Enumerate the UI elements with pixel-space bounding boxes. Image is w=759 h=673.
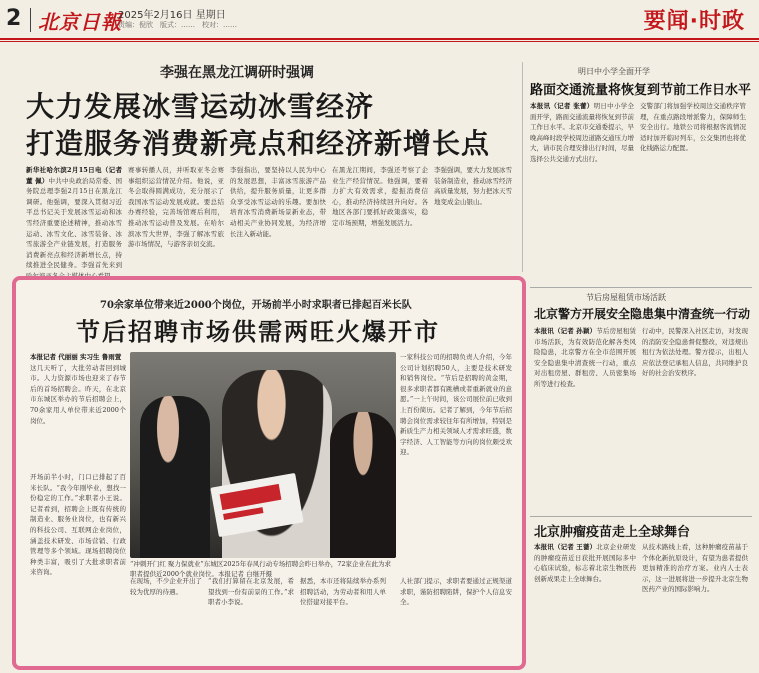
feature-byline: 本报记者 代丽丽 实习生 鲁雨萱 [30,353,122,361]
header-divider [30,8,31,32]
traffic-text-1: 明日中小学全面开学，路面交通流量将恢复到节前工作日水平。北京市交通委提示，早晚高峰时段学校周边道路交通压力增大，请市民合理安排出行时间，尽量选择公共交通方式出行。 [530,102,634,163]
police-column-2: 行动中，民警深入社区走访，对发现的消防安全隐患督促整改，对违规出租行为依法处理。警方提示，出租人应依法登记承租人信息，共同维护良好的社会治安秩序。 [642,327,748,378]
section-rule-2 [530,516,752,517]
lead-headline-line2: 打造服务消费新亮点和经济新增长点 [26,127,491,160]
vaccine-byline: 本报讯（记者 王蔷） [534,543,597,551]
brochure-banner [220,484,282,510]
header-rule-thin [0,41,759,42]
issue-info: 责编：倪欣 版式：…… 校对：…… [118,21,237,29]
lead-column-3: 李强指出，要坚持以人民为中心的发展思想，丰富冰雪旅游产品供给，提升服务质量，让更多群众享受冰雪运动的乐趣。要加快培育冰雪消费新场景新业态，带动相关产业协同发展，为经济增长注入新动能。 [230,166,326,238]
feature-column-7: 人社部门提示，求职者要通过正规渠道求职，谨防招聘陷阱，保护个人信息安全。 [400,577,512,607]
police-column-1 [534,326,636,516]
lead-column-2: 赛事转播人员，并听取亚冬会赛事组织运营情况介绍。他说，亚冬会取得圆满成功，充分展示了我国冰雪运动发展成就。要总结办赛经验，完善场馆赛后利用，推动冰雪运动普及发展。在哈尔滨冰雪大世界，李强了解冰雪旅游市场情况，与游客亲切交流。 [128,166,224,249]
traffic-headline: 路面交通流量将恢复到节前工作日水平 [530,83,752,98]
lead-kicker: 李强在黑龙江调研时强调 [160,65,314,81]
highlighted-article[interactable] [12,276,526,670]
lead-text-1: 中共中央政治局常委、国务院总理李强2月15日在黑龙江调研。他强调，要深入贯彻习近平总书记关于发展冰雪运动和冰雪经济重要论述精神，推动冰雪运动、冰雪文化、冰雪装备、冰雪旅游全产业链发展，打造服务消费新亮点和经济新增长点，持续推进全民健身。李强首先来到 [26,176,122,270]
feature-kicker: 70余家单位带来近2000个岗位，开场前半小时求职者已排起百米长队 [100,300,412,311]
police-headline: 北京警方开展安全隐患集中清查统一行动 [534,307,751,321]
page-number: 2 [6,6,22,31]
newspaper-logo: 北京日報 [38,10,122,34]
brochure-stripe [223,507,263,520]
feature-headline: 节后招聘市场供需两旺火爆开市 [76,317,440,346]
traffic-byline: 本报讯（记者 张蕾） [530,102,594,110]
police-kicker: 节后房屋租赁市场活跃 [586,293,666,302]
vaccine-column-1 [534,542,636,668]
column-divider [522,62,523,272]
vaccine-text-1: 北京企业研发的肿瘤疫苗近日获批开展国际多中心临床试验，标志着北京生物医药创新成果走上全球舞台。 [534,543,636,583]
traffic-column-1 [530,101,634,271]
section-rule-1 [530,287,752,288]
feature-column-1b: 开场前半小时，门口已排起了百米长队。“我今年刚毕业，想找一份稳定的工作。”求职者小王说。记者看到，招聘会上既有传统的制造业、服务业岗位，也有新兴的科技公司、互联网企业岗位，涵盖技术研发、市场营销、行政管理等多个领域。现场招聘岗位种类丰富，吸引了大批求职者前来咨询。 [30,473,126,577]
feature-text-1: 这几天听了，大批劳动者回到城市。人力资源市场也迎来了春节后的首场招聘会。昨天，在北京市东城区举办的节后招聘会上，70余家用人单位带来近2000个岗位。 [30,363,126,425]
police-text-1: 节后房屋租赁市场活跃，为有效防范化解各类风险隐患，北京警方在全市范围开展安全隐患集中清查统一行动，重点对出租房屋、群租房、人员密集场所等进行检查。 [534,327,636,388]
page-header [0,0,759,40]
issue-date: 2025年2月16日 星期日 [118,10,226,21]
job-fair-photo [130,352,396,558]
feature-column-1 [30,352,126,468]
lead-column-4: 在黑龙江期间，李强还考察了企业生产经营情况。他强调，要着力扩大有效需求，提振消费信心，推动经济持续回升向好。各地区各部门要抓好政策落实，稳定市场预期，增强发展活力。 [332,166,428,227]
photo-person-left [140,396,210,558]
header-rule [0,38,759,40]
lead-headline-line1: 大力发展冰雪运动冰雪经济 [26,90,375,123]
traffic-column-2: 交警部门将加强学校周边交通秩序管理，在重点路段增派警力，保障师生安全出行。地铁公司将根据客流情况适时加开临时列车，公交集团也将优化线路运力配置。 [640,102,746,153]
feature-column-4: 在现场，不少企业开出了较为优厚的待遇。 [130,577,202,596]
traffic-kicker: 明日中小学全面开学 [578,67,650,76]
section-label [644,4,745,34]
photo-person-right [330,412,396,558]
vaccine-headline: 北京肿瘤疫苗走上全球舞台 [534,525,691,540]
feature-column-6: 据悉，本市还将陆续举办系列招聘活动，为劳动者和用人单位搭建对接平台。 [300,577,386,607]
photo-caption: “冲刺开门红 聚力保就业”东城区2025年春风行动专场招聘会昨日举办，72家企业在此为求职者提供近2000个就业岗位。本报记者 白继开摄 [130,560,392,578]
police-byline: 本报讯（记者 孙颖） [534,327,597,335]
vaccine-column-2: 从技术路线上看，这种肿瘤疫苗基于个体化新抗原设计，有望为患者提供更加精准的治疗方案。业内人士表示，这一进展将进一步提升北京生物医药产业的国际影响力。 [642,543,748,594]
feature-column-3: 一家科技公司的招聘负责人介绍，今年公司计划招聘50人，主要是技术研发和销售岗位。“节后是招聘的黄金期，很多求职者都有跳槽或者重新就业的意愿。”一上午时间，该公司展位前已收到上百份简历。记者了解到，今年节后招聘会岗位需求较往年有所增加，特别是新质生产力相关领域人才需求旺盛，数字经济、人工智能等方向的岗位颇受欢迎。 [400,353,512,457]
lead-byline: 新华社哈尔滨2月15日电（记者 董 佩） [26,166,122,185]
feature-column-5: “我们打算留在北京发展，希望找到一份有前景的工作。”求职者小李说。 [208,577,294,607]
section-title: 要闻·时政 [643,9,745,34]
lead-column-5: 李强强调，要大力发展冰雪装备制造业，推动冰雪经济高质量发展，努力把冰天雪地变成金山银山。 [434,166,512,206]
